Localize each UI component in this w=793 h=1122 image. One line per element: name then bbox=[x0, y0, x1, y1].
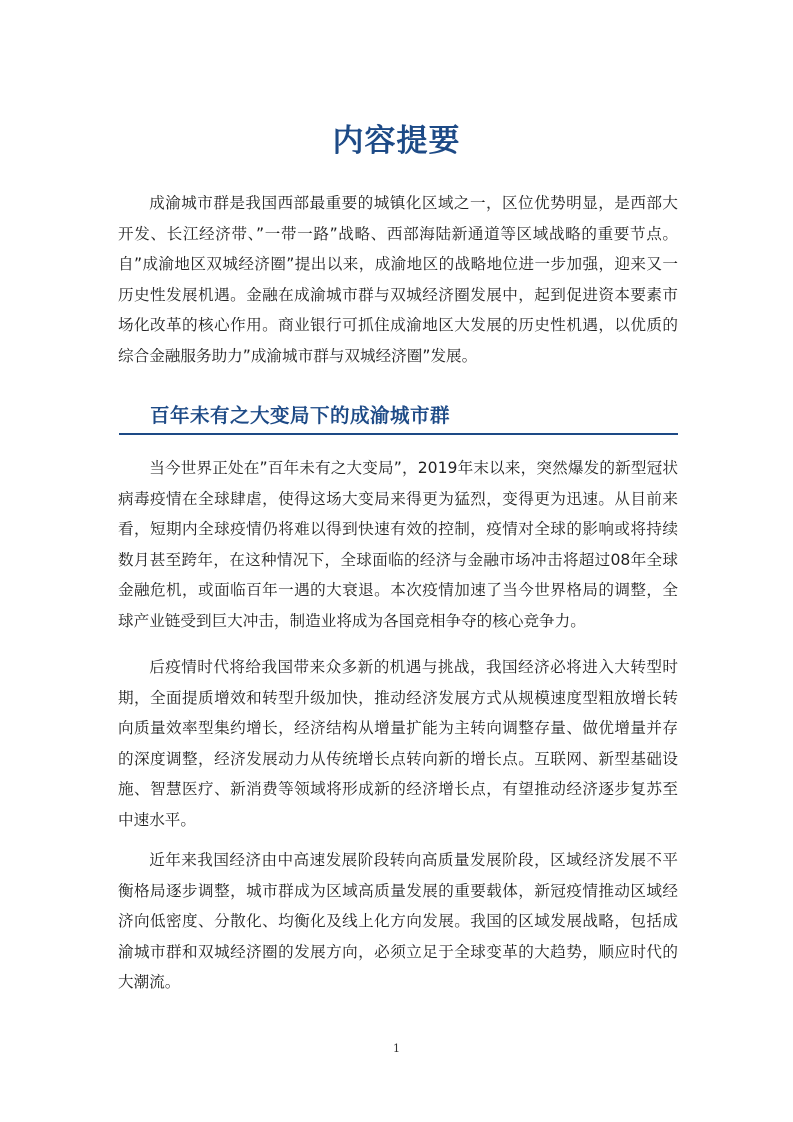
page-number: 1 bbox=[393, 1042, 400, 1055]
section-heading: 百年未有之大变局下的成渝城市群 bbox=[150, 404, 451, 427]
summary-paragraph: 成渝城市群是我国西部最重要的城镇化区域之一，区位优势明显，是西部大开发、长江经济带、”一带一路”战略、西部海陆新通道等区域战略的重要节点。自”成渝地区双城经济圈”提出以来，成渝地区的战略地位进一步加强，迎来又一历史性发展机遇。金融在成渝城市群与双城经济圈发展中，起到促进资本要素市场化改革的核心作用。商业银行可抓住成渝地区大发展的历史性机遇，以优质的综合金融服务助力”成渝城市群与双城经济圈”发展。 bbox=[118, 194, 678, 365]
body-paragraph-2: 后疫情时代将给我国带来众多新的机遇与挑战，我国经济必将进入大转型时期，全面提质增效和转型升级加快，推动经济发展方式从规模速度型粗放增长转向质量效率型集约增长，经济结构从增量扩能为主转向调整存量、做优增量并存的深度调整，经济发展动力从传统增长点转向新的增长点。互联网、新型基础设施、智慧医疗、新消费等领域将形成新的经济增长点，有望推动经济逐步复苏至中速水平。 bbox=[118, 658, 678, 829]
body-paragraph-3: 近年来我国经济由中高速发展阶段转向高质量发展阶段，区域经济发展不平衡格局逐步调整，城市群成为区域高质量发展的重要载体，新冠疫情推动区域经济向低密度、分散化、均衡化及线上化方向发展。我国的区域发展战略，包括成渝城市群和双城经济圈的发展方向，必须立足于全球变革的大趋势，顺应时代的大潮流。 bbox=[118, 851, 678, 992]
document-title: 内容提要 bbox=[332, 123, 461, 159]
body-paragraph-1: 当今世界正处在”百年未有之大变局”，2019年末以来，突然爆发的新型冠状病毒疫情在全球肆虐，使得这场大变局来得更为猛烈，变得更为迅速。从目前来看，短期内全球疫情仍将难以得到快速有效的控制，疫情对全球的影响或将持续数月甚至跨年，在这种情况下，全球面临的经济与金融市场冲击将超过08年全球金融危机，或面临百年一遇的大衰退。本次疫情加速了当今世界格局的调整，全球产业链受到巨大冲击，制造业将成为各国竞相争夺的核心竞争力。 bbox=[118, 459, 678, 630]
section-heading-underline bbox=[119, 433, 678, 435]
